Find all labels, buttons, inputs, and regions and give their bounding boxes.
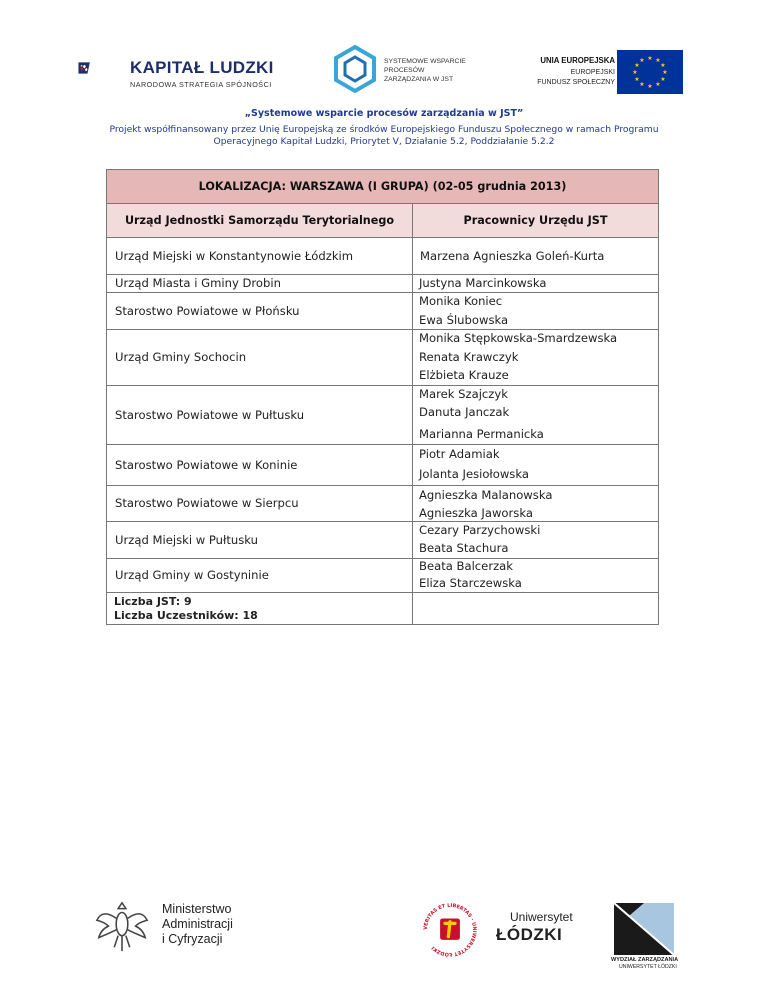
table-footer-summary	[106, 592, 413, 625]
office-cell: Urząd Gminy Sochocin	[106, 329, 413, 386]
employee-name: Ewa Ślubowska	[419, 313, 509, 327]
employee-name: Monika Stępkowska-Smardzewska	[419, 331, 618, 345]
employee-name: Marianna Permanicka	[419, 427, 544, 441]
row-divider	[412, 292, 659, 293]
svg-text:★: ★	[639, 57, 645, 64]
kapital-ludzki-subtitle: NARODOWA STRATEGIA SPÓJNOŚCI	[130, 80, 272, 89]
project-subtitle: Projekt współfinansowany przez Unię Europejską ze środków Europejskiego Funduszu Społecznego w ramach Programu Operacyjnego Kapitał Ludzki, Priorytet V, Działanie 5.2, Poddziałanie 5.2.2	[109, 124, 659, 147]
sw-line-2: PROCESÓW	[384, 67, 425, 74]
ministry-line-2: Administracji	[162, 917, 233, 931]
ministry-line-3: i Cyfryzacji	[162, 932, 223, 946]
participant-count: Liczba Uczestników: 18	[114, 609, 258, 622]
university-name-line-2: ŁÓDZKI	[496, 925, 563, 944]
svg-text:★: ★	[634, 76, 640, 83]
employee-name: Justyna Marcinkowska	[419, 276, 547, 290]
svg-text:★: ★	[634, 62, 640, 69]
row-divider	[412, 444, 659, 445]
eu-flag-icon	[617, 50, 683, 94]
svg-text:★: ★	[660, 62, 666, 69]
employee-name: Renata Krawczyk	[419, 350, 519, 364]
office-cell: Urząd Miejski w Konstantynowie Łódzkim	[106, 238, 413, 275]
svg-text:★: ★	[647, 83, 653, 90]
office-cell: Starostwo Powiatowe w Sierpcu	[106, 485, 413, 522]
employee-name: Monika Koniec	[419, 294, 503, 308]
office-cell: Urząd Miasta i Gminy Drobin	[106, 274, 413, 293]
column-header-office: Urząd Jednostki Samorządu Terytorialnego	[106, 203, 413, 238]
faculty-logo-icon	[614, 903, 674, 955]
polish-eagle-emblem-icon	[92, 897, 152, 955]
column-header-employees: Pracownicy Urzędu JST	[412, 203, 659, 238]
employee-name: Beata Stachura	[419, 541, 509, 555]
employee-name: Jolanta Jesiołowska	[419, 467, 529, 481]
employee-name: Piotr Adamiak	[419, 447, 500, 461]
employee-name: Cezary Parzychowski	[419, 523, 541, 537]
svg-text:★: ★	[662, 69, 668, 76]
university-seal-text: VERITAS ET LIBERTAS · UNIWERSYTET ŁÓDZKI	[422, 902, 478, 958]
employee-name: Eliza Starczewska	[419, 576, 522, 590]
office-cell: Starostwo Powiatowe w Pułtusku	[106, 385, 413, 445]
row-divider	[412, 521, 659, 522]
svg-text:★: ★	[647, 55, 653, 62]
row-divider	[412, 329, 659, 330]
jst-count: Liczba JST: 9	[114, 595, 192, 608]
project-title: „Systemowe wsparcie procesów zarządzania w JST”	[244, 108, 524, 119]
sw-line-1: SYSTEMOWE WSPARCIE	[384, 58, 466, 65]
employee-name: Agnieszka Malanowska	[419, 488, 553, 502]
svg-text:★: ★	[660, 76, 666, 83]
svg-text:★: ★	[639, 81, 645, 88]
office-cell: Starostwo Powiatowe w Koninie	[106, 444, 413, 486]
systemowe-wsparcie-logo-icon	[330, 44, 380, 94]
office-cell: Urząd Gminy w Gostyninie	[106, 558, 413, 593]
svg-text:★: ★	[655, 81, 661, 88]
row-divider	[412, 485, 659, 486]
systemowe-wsparcie-text	[384, 57, 466, 84]
employee-name: Danuta Janczak	[419, 405, 510, 419]
ue-line-2: EUROPEJSKI	[570, 69, 615, 76]
svg-text:★: ★	[632, 69, 638, 76]
faculty-university: UNIWERSYTET ŁÓDZKI	[619, 964, 677, 970]
ministry-name	[162, 902, 233, 947]
table-title-row: LOKALIZACJA: WARSZAWA (I GRUPA) (02-05 grudnia 2013)	[106, 169, 659, 204]
table-footer-empty-cell	[412, 592, 659, 625]
employee-name: Marek Szajczyk	[419, 387, 508, 401]
row-divider	[412, 385, 659, 386]
sw-line-3: ZARZĄDZANIA W JST	[384, 76, 454, 83]
kapital-ludzki-logo-icon	[78, 40, 130, 96]
faculty-name: WYDZIAŁ ZARZĄDZANIA	[611, 957, 679, 963]
employee-name: Agnieszka Jaworska	[419, 506, 533, 520]
ministry-line-1: Ministerstwo	[162, 902, 232, 916]
university-name-line-1: Uniwersytet	[510, 910, 573, 924]
office-cell: Starostwo Powiatowe w Płońsku	[106, 292, 413, 330]
employee-name: Elżbieta Krauze	[419, 368, 509, 382]
employee-name: Beata Balcerzak	[419, 559, 513, 573]
office-cell: Urząd Miejski w Pułtusku	[106, 521, 413, 559]
svg-text:★: ★	[655, 57, 661, 64]
university-seal-icon	[410, 897, 490, 963]
kapital-ludzki-title: KAPITAŁ LUDZKI	[130, 58, 274, 77]
employee-cell: Marzena Agnieszka Goleń-Kurta	[412, 238, 659, 275]
ue-title: UNIA EUROPEJSKA	[540, 56, 615, 65]
ue-line-3: FUNDUSZ SPOŁECZNY	[537, 79, 615, 86]
